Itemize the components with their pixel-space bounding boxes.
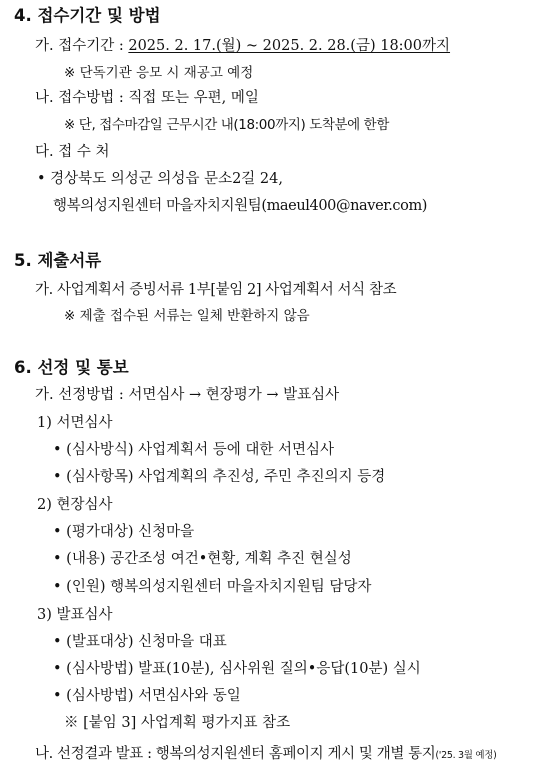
presentation-review-note: ※ [붙임 3] 사업계획 평가지표 참조 (64, 715, 291, 731)
section-6-heading: 6. 선정 및 통보 (14, 358, 129, 377)
receipt-period-value: 2025. 2. 17.(월) ~ 2025. 2. 28.(금) 18:00까지 (128, 38, 451, 54)
receipt-method-note: ※ 단, 접수마감일 근무시간 내(18:00까지) 도착분에 한함 (64, 117, 389, 133)
presentation-review-item: • (발표대상) 신청마을 대표 (53, 634, 227, 650)
receipt-period-note: ※ 단독기관 응모 시 재공고 예정 (64, 65, 254, 81)
site-review-item: • (내용) 공간조성 여건•현황, 계획 추진 현실성 (53, 551, 352, 567)
selection-method-line: 가. 선정방법 : 서면심사 → 현장평가 → 발표심사 (35, 387, 340, 403)
documents-note: ※ 제출 접수된 서류는 일체 반환하지 않음 (64, 308, 310, 324)
selection-result-text: 나. 선정결과 발표 : 행복의성지원센터 홈페이지 게시 및 개별 통지 (35, 746, 436, 762)
documents-line: 가. 사업계획서 증빙서류 1부[붙임 2] 사업계획서 서식 참조 (35, 282, 397, 298)
presentation-review-title: 3) 발표심사 (37, 607, 113, 623)
receipt-method-line: 나. 접수방법 : 직접 또는 우편, 메일 (35, 90, 259, 106)
section-4-heading: 4. 접수기간 및 방법 (14, 6, 161, 25)
selection-result-date: ('25. 3월 예정) (435, 750, 497, 761)
site-review-title: 2) 현장심사 (37, 497, 113, 513)
document-review-item: • (심사방식) 사업계획서 등에 대한 서면심사 (53, 442, 335, 458)
receipt-period-label: 가. 접수기간 : (35, 38, 129, 54)
document-review-item: • (심사항목) 사업계획의 추진성, 주민 추진의지 등경 (53, 469, 386, 485)
selection-result-line (35, 744, 497, 766)
receipt-place-line: 다. 접 수 처 (35, 144, 110, 160)
site-review-item: • (인원) 행복의성지원센터 마을자치지원팀 담당자 (53, 579, 372, 595)
receipt-place-address: • 경상북도 의성군 의성읍 문소2길 24, (37, 171, 283, 187)
receipt-period-line (35, 36, 450, 56)
receipt-place-contact: 행복의성지원센터 마을자치지원팀(maeul400@naver.com) (53, 198, 428, 214)
presentation-review-item: • (심사방법) 서면심사와 동일 (53, 688, 241, 704)
document-review-title: 1) 서면심사 (37, 415, 113, 431)
site-review-item: • (평가대상) 신청마을 (53, 524, 195, 540)
presentation-review-item: • (심사방법) 발표(10분), 심사위원 질의•응답(10분) 실시 (53, 661, 421, 677)
section-5-heading: 5. 제출서류 (14, 251, 102, 270)
